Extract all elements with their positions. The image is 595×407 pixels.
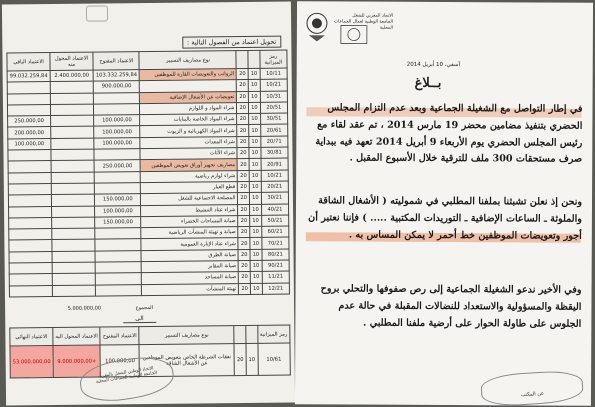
- seal-icon: [339, 23, 369, 45]
- description-cell: مصاريف تجهيز أوراق تعويض الموظفين: [140, 159, 237, 171]
- article-cell: 20: [238, 238, 250, 249]
- transferred-credit-cell: [52, 285, 95, 297]
- description-cell: صيانة المساحات الخضراء: [141, 215, 238, 227]
- chapter-cell: 10: [250, 204, 262, 215]
- article-cell: 20: [238, 181, 250, 192]
- table-header-cell: [246, 325, 258, 343]
- budget-code-cell: 11/21: [262, 271, 289, 283]
- total-value: 5.000.000,00: [67, 305, 102, 312]
- opened-credit-cell: 100.000,00: [94, 137, 140, 149]
- remaining-credit-cell: 100.000,00: [8, 138, 51, 150]
- header-org: الاتحاد المغربي للشغل الجامعة الوطنية لعمال الجماعات المحلية: [333, 13, 393, 31]
- opened-credit-cell: 100.000,00: [94, 126, 140, 138]
- article-cell: 20: [239, 260, 251, 271]
- transfer-title: تحويل اعتماد من الفصول التالية :: [182, 36, 281, 49]
- description-cell: تعويضات عن الأشغال الإضافية: [140, 91, 237, 103]
- opened-credit-cell: [94, 171, 140, 183]
- table-header-cell: نوع مصاريف التسيير: [139, 326, 234, 345]
- remaining-credit-cell: [9, 251, 52, 263]
- corner-stamp: [86, 5, 108, 21]
- remaining-credit-cell: 250.000,00: [8, 116, 51, 128]
- opened-credit-cell: [95, 250, 141, 262]
- chapter-cell: 10: [250, 249, 262, 260]
- opened-credit-cell: [95, 262, 141, 274]
- transferred-credit-cell: [50, 93, 93, 105]
- remaining-credit-cell: [9, 285, 52, 297]
- description-cell: تهيئة المنشآت: [142, 283, 239, 295]
- budget-code-cell: 10/11: [260, 68, 287, 80]
- table-header-cell: رمز الميزانية: [260, 50, 288, 68]
- remaining-credit-cell: [9, 229, 52, 241]
- description-cell: شراء عتاد الإنارة العمومية: [141, 238, 238, 250]
- article-cell: 20: [238, 215, 250, 226]
- opened-credit-cell: [95, 228, 141, 240]
- chapter-cell: 10: [246, 343, 258, 375]
- table-header-cell: رمز الميزانية: [257, 325, 290, 343]
- final-credit-cell: 53.000.000,00: [10, 346, 53, 378]
- remaining-credit-cell: 99.032.259,84: [7, 71, 50, 83]
- article-cell: 20: [238, 204, 250, 215]
- budget-code-cell: 10/21: [260, 79, 287, 91]
- description-cell: شراء عتاد التنشيط: [141, 204, 238, 216]
- chapter-cell: 10: [250, 215, 262, 226]
- budget-code-cell: 10/61: [257, 343, 290, 375]
- transferred-credit-cell: [50, 104, 93, 116]
- article-cell: 20: [237, 159, 249, 170]
- transferred-credit-cell: [51, 194, 94, 206]
- opened-credit-cell: 150.000,00: [95, 216, 141, 228]
- table-header-cell: الاعتماد الباقي: [7, 53, 50, 71]
- table-header-cell: الاعتماد النهائي: [10, 328, 53, 346]
- description-cell: الرواتب والتعويضات القارة للموظفين: [140, 69, 237, 81]
- paragraph-1: في إطار التواصل مع الشغيلة الجماعية وبعد عدم التزام المجلس الحضري بتنفيذ مضامين محضر 19 مارس 2014 ، تم عقد لقاء مع رئيس المجلس الحضري يوم الأربعاء 9 أبريل 2014 تعهد فيه ببداية صرف مستحقات 300 ملف للترقية خلال الأسبوع المقبل .: [315, 102, 583, 166]
- remaining-credit-cell: [8, 195, 51, 207]
- table-header-cell: الاعتماد المفتوح: [93, 52, 139, 70]
- transferred-credit-cell: [51, 172, 94, 184]
- chapter-cell: 10: [249, 147, 261, 158]
- description-cell: شراء المواد الخاصة بالبنايات: [140, 114, 237, 126]
- budget-code-cell: 20/51: [260, 102, 287, 114]
- description-cell: صيانة و تهيئة المنشآت الرياضية: [141, 227, 238, 239]
- chapter-cell: 10: [248, 91, 260, 102]
- article-cell: 20: [239, 272, 251, 283]
- remaining-credit-cell: [8, 172, 51, 184]
- chapter-cell: 10: [249, 125, 261, 136]
- article-cell: 20: [234, 343, 246, 375]
- municipal-seal: [339, 23, 369, 45]
- total-row: [11, 304, 161, 316]
- budget-code-cell: 50/21: [261, 215, 288, 227]
- chapter-cell: 10: [249, 159, 261, 170]
- transferred-credit-cell: [52, 240, 95, 252]
- communique-page: [295, 1, 593, 406]
- opened-credit-cell: [94, 103, 140, 115]
- budget-code-cell: 30/81: [261, 147, 288, 159]
- remaining-credit-cell: [9, 217, 52, 229]
- chapter-cell: 10: [249, 136, 261, 147]
- opened-credit-cell: 103.332.259,84: [93, 70, 139, 82]
- transferred-credit-cell: [51, 149, 94, 161]
- transferred-credit-cell: [52, 251, 95, 263]
- transferred-credit-cell: 2.400.000,00: [50, 70, 93, 82]
- transferred-credit-cell: [51, 138, 94, 150]
- budget-code-cell: 20/61: [260, 125, 287, 137]
- table-header-cell: الاعتماد المحول اليه: [53, 327, 101, 345]
- paragraph-3: وفي الأخير ندعو الشغيلة الجماعية إلى رص صفوفها والتحلي بروح اليقظة والمسؤولية والاستعداد للنضالات المقبلة في حالة عدم الجلوس على طاولة الحوار على أرضية ملفنا المطلبي .: [320, 283, 582, 330]
- opened-credit-cell: [95, 239, 141, 251]
- opened-credit-cell: [94, 92, 140, 104]
- budget-code-cell: 20/21: [261, 181, 288, 193]
- transferred-credit-cell: [51, 160, 94, 172]
- description-cell: شراء المواد و اللوازم: [140, 102, 237, 114]
- article-cell: 20: [237, 114, 249, 125]
- table-header-cell: [234, 325, 246, 343]
- transferred-credit-cell: [52, 262, 95, 274]
- opened-credit-cell: 150.000,00: [95, 194, 141, 206]
- chapter-cell: 10: [249, 193, 261, 204]
- opened-credit-cell: 250.000,00: [94, 160, 140, 172]
- budget-code-cell: 40/21: [261, 204, 288, 216]
- opened-credit-cell: 900.000,00: [93, 81, 139, 93]
- description-cell: قطع الغيار: [141, 182, 238, 194]
- transferred-credit-cell: +9.000.000,00: [53, 345, 101, 377]
- transferred-credit-cell: [51, 206, 94, 218]
- transferred-credit-cell: [51, 127, 94, 139]
- article-cell: 20: [238, 193, 250, 204]
- budget-code-cell: 70/21: [262, 237, 289, 249]
- budget-code-cell: 60/21: [261, 226, 288, 238]
- budget-code-cell: 12/21: [262, 283, 289, 295]
- remaining-credit-cell: [7, 82, 50, 94]
- description-cell: شراء لوازم رياضية: [141, 170, 238, 182]
- article-cell: 20: [237, 102, 249, 113]
- transferred-credit-cell: [52, 228, 95, 240]
- budget-code-cell: 10/21: [261, 170, 288, 182]
- chapter-cell: 10: [250, 238, 262, 249]
- remaining-credit-cell: [8, 150, 51, 162]
- footer-sign: عن المكتب: [520, 390, 545, 399]
- description-cell: صيانة المساجد: [142, 272, 239, 284]
- communique-title: بــلاغ: [414, 75, 442, 91]
- chapter-cell: 10: [250, 272, 262, 283]
- remaining-credit-cell: [8, 161, 51, 173]
- opened-credit-cell: [95, 273, 141, 285]
- chapter-cell: 10: [249, 181, 261, 192]
- budget-code-cell: 10/31: [260, 91, 287, 103]
- article-cell: 20: [237, 91, 249, 102]
- article-cell: 20: [238, 170, 250, 181]
- chapter-cell: 10: [250, 283, 262, 294]
- union-stamp-right: [480, 369, 584, 406]
- opened-credit-cell: [94, 183, 140, 195]
- description-cell: نفقات الشرطة الخاص بتعويض الموظفين عن الأشغال الشاقة: [139, 344, 234, 377]
- opened-credit-cell: 100.000,00: [94, 115, 140, 127]
- description-cell: المصلحة الاجتماعية للشغل: [141, 193, 238, 205]
- chapter-cell: 10: [249, 114, 261, 125]
- chapter-cell: 10: [249, 170, 261, 181]
- transferred-credit-cell: [50, 81, 93, 93]
- description-cell: شراء المعدات: [140, 136, 237, 148]
- budget-code-cell: 80/21: [262, 249, 289, 261]
- article-cell: 20: [237, 125, 249, 136]
- date-line: آسفي، 10 أبريل 2014: [406, 61, 461, 69]
- budget-code-cell: 90/21: [262, 260, 289, 272]
- table-header-cell: الاعتماد المفتوح: [100, 327, 139, 345]
- remaining-credit-cell: [7, 93, 50, 105]
- section-to-label: الى: [123, 315, 156, 323]
- article-cell: 20: [238, 227, 250, 238]
- opened-credit-cell: 100.000,00: [95, 205, 141, 217]
- budget-code-cell: 30/21: [261, 192, 288, 204]
- description-cell: شراء المواد الكهربائية و الزيوت: [140, 125, 237, 137]
- remaining-credit-cell: [8, 183, 51, 195]
- transfer-from-table: [6, 50, 290, 298]
- article-cell: 20: [237, 68, 249, 79]
- total-label: المجموع: [135, 304, 154, 312]
- chapter-cell: 10: [250, 260, 262, 271]
- opened-credit-cell: [94, 149, 140, 161]
- opened-credit-cell: 100.000,00: [100, 345, 139, 377]
- article-cell: 20: [237, 148, 249, 159]
- table-header-cell: نوع مصاريف التسيير: [139, 51, 236, 70]
- article-cell: 20: [237, 80, 249, 91]
- budget-table-page: [2, 1, 295, 405]
- transferred-credit-cell: [52, 217, 95, 229]
- paragraph-2: ونحن إذ نعلن تشبثنا بملفنا المطلبي في شموليته ( الأشغال الشاقة والملوثة ـ الساعات الإضافية ـ التوريدات المكتبية ..... ) فإننا نعتبر أن أجور وتعويضات الموظفين خط أحمر لا يمكن المساس به .: [308, 195, 583, 242]
- remaining-credit-cell: 200.000,00: [8, 127, 51, 139]
- article-cell: 20: [239, 283, 251, 294]
- chapter-cell: 10: [248, 80, 260, 91]
- description-cell: صيانة المقابر: [142, 261, 239, 273]
- budget-code-cell: 20/91: [261, 158, 288, 170]
- remaining-credit-cell: [9, 240, 52, 252]
- remaining-credit-cell: [9, 263, 52, 275]
- transferred-credit-cell: [51, 183, 94, 195]
- remaining-credit-cell: [9, 274, 52, 286]
- transferred-credit-cell: [52, 273, 95, 285]
- signature-text: الاتحاد الوطني للشغل بالمغرب الجامعة الوطنية للجماعات المحلية: [95, 366, 158, 385]
- article-cell: 20: [238, 249, 250, 260]
- chapter-cell: 10: [248, 68, 260, 79]
- opened-credit-cell: [96, 284, 142, 296]
- remaining-credit-cell: [7, 104, 50, 116]
- table-header-cell: [248, 50, 260, 68]
- description-cell: شراء الأثاث: [140, 148, 237, 160]
- table-header-cell: الاعتماد المحول منه: [50, 52, 93, 70]
- budget-code-cell: 30/51: [260, 113, 287, 125]
- article-cell: 20: [237, 136, 249, 147]
- transferred-credit-cell: [51, 115, 94, 127]
- remaining-credit-cell: [9, 206, 52, 218]
- chapter-cell: 10: [250, 226, 262, 237]
- description-cell: صيانة الطرق: [141, 249, 238, 261]
- budget-code-cell: 20/71: [260, 136, 287, 148]
- chapter-cell: 10: [249, 102, 261, 113]
- table-header-cell: [236, 50, 248, 68]
- table-row: [9, 283, 289, 297]
